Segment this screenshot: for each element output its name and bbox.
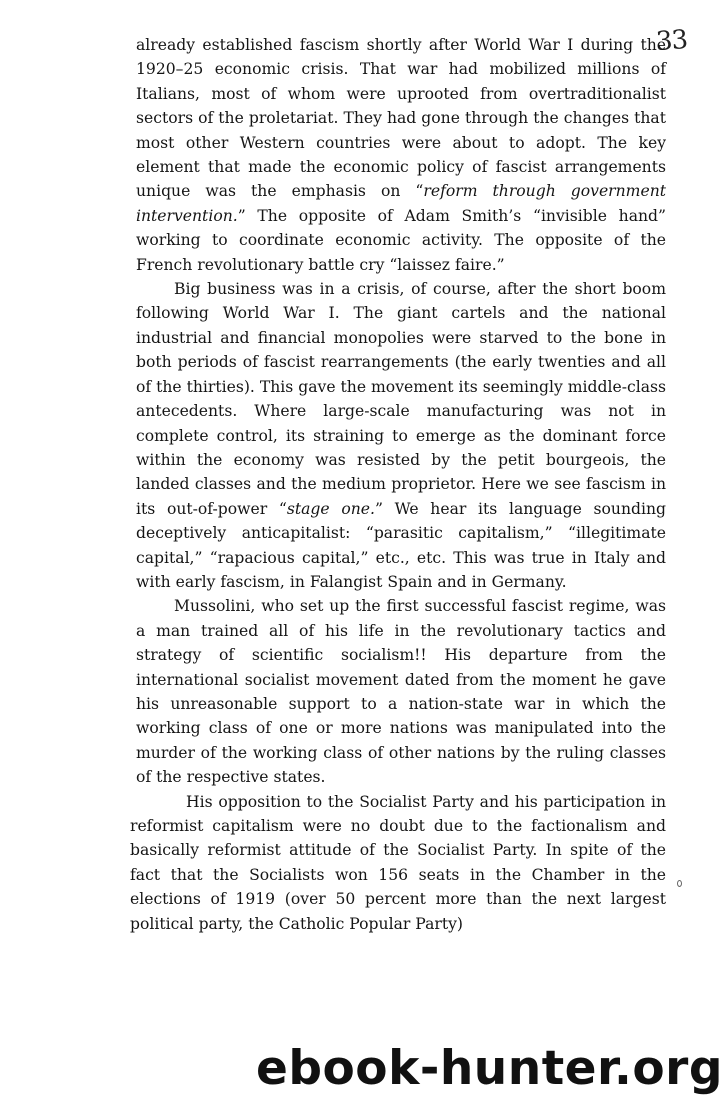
emphasis-reform: reform through government intervention. bbox=[136, 182, 667, 225]
page-number: 33 bbox=[654, 24, 689, 58]
paragraph-3: Mussolini, who set up the first successful fascist regime, was a man trained all of his life in the revolutionary tactics and strategy of scientific socialism!! His departure from the international socialist movement dated from the moment he gave his unreasonable support to a nation-state war in which the working class of one or more nations was manipulated into the murder of the working class of other nations by the ruling classes of the respective states. bbox=[136, 597, 666, 787]
paragraph-1: already established fascism shortly after World War I during the 1920–25 economic crisis. That war had mobilized millions of Italians, most of whom were uprooted from overtraditionalist sectors of the proletariat. They had gone through the changes that most other Western countries were about to adopt. The key element that made the economic policy of fascist arrangements unique was the emphasis on “reform through government intervention.” The opposite of Adam Smith’s “invisible hand” working to coordinate economic activity. The opposite of the French revolutionary battle cry “laissez faire.” bbox=[136, 36, 667, 274]
watermark: ebook-hunter.org bbox=[255, 1041, 723, 1096]
paragraph-2: Big business was in a crisis, of course, after the short boom following World War I. The giant cartels and the national industrial and financial monopolies were starved to the bone in both periods of fascist rearrangements (the early twenties and all of the thirties). This gave the movement its seemingly middle-class antecedents. Where large-scale manufacturing was not in complete control, its straining to emerge as the dominant force within the economy was resisted by the petit bourgeois, the landed classes and the medium proprietor. Here we see fascism in its out-of-power “stage one.” We hear its language sounding deceptively anticapitalist: “parasitic capitalism,” “illegitimate capital,” “rapacious capital,” etc., etc. This was true in Italy and with early fascism, in Falangist Spain and in Germany. bbox=[136, 280, 666, 591]
body-text bbox=[130, 33, 667, 936]
emphasis-stage-one: stage one. bbox=[286, 499, 375, 518]
ink-speck bbox=[677, 880, 682, 887]
paragraph-4: His opposition to the Socialist Party and his participation in reformist capitalism were no doubt due to the factionalism and basically reformist attitude of the Socialist Party. In spite of the fact that the Socialists won 156 seats in the Chamber in the elections of 1919 (over 50 percent more than the next largest political party, the Catholic Popular Party) bbox=[130, 792, 666, 933]
